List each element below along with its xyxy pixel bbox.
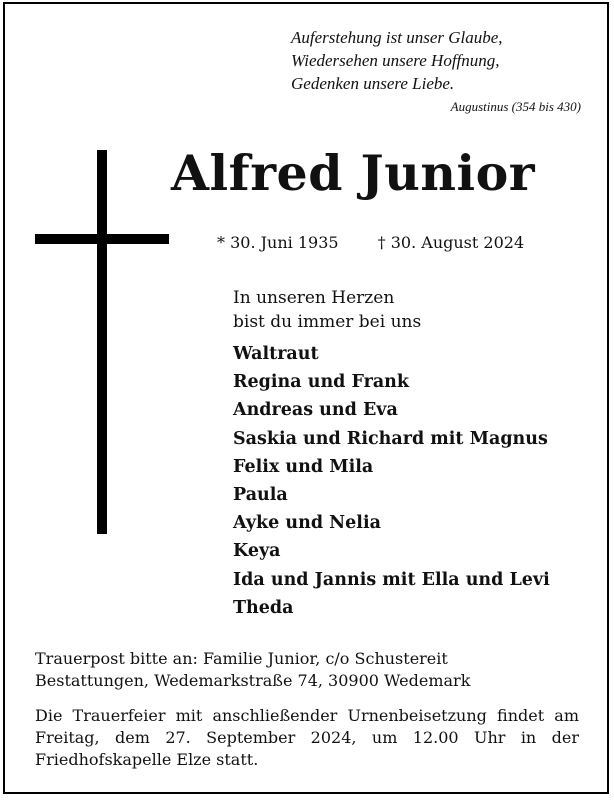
mourner-item: Andreas und Eva [233, 400, 398, 421]
birth-date: * 30. Juni 1935 [217, 233, 339, 252]
mourners-list [233, 340, 550, 622]
cross-icon [97, 150, 107, 534]
mourner-item: Waltraut [233, 344, 319, 364]
mail-line: Bestattungen, Wedemarkstraße 74, 30900 Wedemark [35, 671, 471, 690]
death-date: † 30. August 2024 [377, 233, 525, 252]
ceremony-info: Die Trauerfeier mit anschließender Urnenbeisetzung findet am Freitag, dem 27. September 2024, um 12.00 Uhr in der Friedhofskapelle Elze statt. [35, 706, 579, 769]
quote-author: Augustinus (354 bis 430) [450, 99, 581, 114]
mourner-item: Saskia und Richard mit Magnus [233, 428, 548, 449]
mail-line: Trauerpost bitte an: Familie Junior, c/o Schustereit [35, 649, 448, 668]
mail-address [35, 648, 579, 692]
intro-line: bist du immer bei uns [233, 312, 422, 332]
mourner-item: Ayke und Nelia [233, 513, 381, 534]
quote-block [291, 26, 581, 115]
cross-icon-bar [35, 234, 169, 244]
obituary-notice [3, 2, 609, 794]
quote-line: Wiedersehen unsere Hoffnung, [291, 51, 500, 70]
mourner-item: Theda [233, 597, 294, 618]
intro-line: In unseren Herzen [233, 288, 395, 308]
mourner-item: Regina und Frank [233, 372, 410, 393]
mourner-item: Keya [233, 541, 281, 562]
deceased-name: Alfred Junior [171, 144, 536, 202]
mourner-item: Felix und Mila [233, 456, 374, 477]
intro-text [233, 286, 421, 334]
quote-line: Auferstehung ist unser Glaube, [291, 28, 503, 47]
mourner-item: Paula [233, 485, 288, 506]
quote-line: Gedenken unsere Liebe. [291, 74, 455, 93]
mourner-item: Ida und Jannis mit Ella und Levi [233, 569, 550, 590]
life-dates [217, 233, 524, 252]
